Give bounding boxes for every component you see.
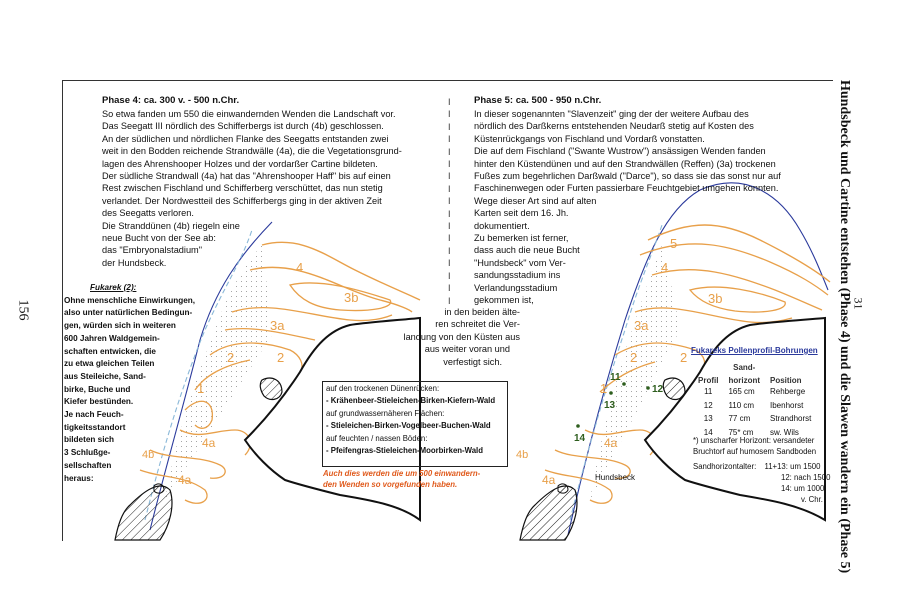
phase4-text [102,95,402,269]
map5-label-4b: 4b [516,449,529,461]
red-note: Auch dies werden die um 500 einwandern- den Wenden so vorgefunden haben. [323,469,481,489]
phase5-line: Fußes zum begehrlichen Darßwald ("Darce"), so dass sie das sonst nur auf [474,171,781,182]
forest-type: - Stieleichen-Birken-Vogelbeer-Buchen-Wald [326,421,491,431]
map5-label-2: 2 [680,350,688,365]
bore-12: 12 [652,384,664,395]
fukarek-line: birke, Buche und [64,384,131,394]
fukarek-line: 600 Jahren Waldgemein- [64,333,160,343]
map4-label-4a-lower: 4a [178,473,192,487]
map4-label-3a: 3a [270,318,285,333]
phase4-line: verlandet. Der Nordwestteil des Schifferbergs ging in der aktiven Zeit [102,195,382,206]
phase5-line: Die auf dem Fischland ("Swante Wustrow") ansässigen Wenden fanden [474,146,766,157]
phase5-line: dokumentiert. [474,220,530,231]
pollen-age-label: Sandhorizontalter: [693,462,757,471]
phase4-line: weit in den Bodden reichende Strandwälle (4a), die die Vegetationsgrund- [102,146,402,157]
phase4-heading: Phase 4: ca. 300 v. - 500 n.Chr. [102,95,240,106]
table-row: 11 165 cm Rehberge [704,387,806,397]
fukarek-line: heraus: [64,473,94,483]
map4-label-4a-upper: 4a [202,436,216,450]
phase5-heading: Phase 5: ca. 500 - 950 n.Chr. [474,95,602,106]
phase5-line: "Hundsbeck" vom Ver- [474,257,566,268]
map4-label-1: 1 [197,381,205,396]
map4-label-3b: 3b [344,290,359,305]
page-number-right: 31 [851,297,866,310]
map5-label-4a-lower: 4a [542,473,556,487]
phase5-line: nördlich des Darßkerns entstehenden Neudarß stetig auf Kosten des [474,121,754,132]
phase4-line: So etwa fanden um 550 die einwandernden Wenden die Landschaft vor. [102,109,396,119]
fukarek-line: tigkeitsstandort [64,422,126,432]
bore-13: 13 [604,400,616,411]
phase5-line: Zu bemerken ist ferner, [474,233,569,244]
fukarek-line: also unter natürlichen Bedingun- [64,308,193,318]
table-row: 12 110 cm Ibenhorst [703,400,804,410]
phase4-line: An der südlichen und nördlichen Flanke des Seegatts entstanden zwei [102,133,389,144]
phase5-line: ren schreitet die Ver- [435,319,520,330]
pollen-header-horizont: horizont [728,376,760,385]
fukarek-line: Kiefer bestünden. [64,397,134,407]
map4-label-4b: 4b [142,449,155,461]
table-row: 14 75* cm sw. Wils [703,427,799,437]
pollen-title: Fukareks Pollenprofil-Bohrungen [691,346,818,355]
pollen-table [693,358,816,439]
phase5-line: dass auch die neue Bucht [474,245,580,256]
fukarek-line: aus Steileiche, Sand- [64,371,146,381]
map5-label-3a: 3a [634,318,649,333]
phase4-line: das "Embryonalstadium" [102,245,202,256]
phase5-text [474,95,781,307]
phase5-line: landung von den Küsten aus [403,331,520,342]
phase5-line: aus weiter voran und [424,344,510,355]
map5-hundsbeck-label: Hundsbeck [595,473,636,482]
fukarek-line: schaften entwicken, die [64,346,156,356]
phase5-line: gekommen ist, [474,295,534,306]
phase5-line: Karten seit dem 16. Jh. [474,208,569,219]
fukarek-title: Fukarek (2): [90,283,137,292]
phase4-line: Der südliche Strandwall (4a) hat das "Ahrenshooper Haff" bis auf einen [102,171,391,182]
phase4-line: Rest zwischen Fischland und Schifferberg verschüttet, das nun stetig [102,183,383,194]
column-separator: I I I I I I I I I I I I I I I I I [448,97,451,306]
phase4-line: Das Seegatt III nördlich des Schifferbergs ist durch (4b) geschlossen. [102,121,384,132]
fukarek-line: 3 Schlußge- [64,448,111,458]
phase5-line: hinter den Küstendünen und auf den Strandwällen (Reffen) (3a) trockenen [474,158,776,169]
phase5-line: Küstenrückgangs von Fischland und Vordarß vonstatten. [474,133,705,144]
pollen-notes: *) unscharfer Horizont: versandeter Bruchtorf auf humosem Sandboden Sandhorizontalter: 11+13: um 1500 12: nach 1500 14: um 1000 v. Chr. [693,436,831,504]
pollen-header-profil: Profil [698,376,719,385]
phase5-line: Verlandungsstadium [474,282,558,293]
table-row: 13 77 cm Strandhorst [703,414,812,424]
map4-label-2b: 2 [227,350,235,365]
phase5-line: Wege dieser Art sind auf alten [474,195,597,206]
phase5-line: Faschinenwegen oder Furten passierbare Feuchtgebiet umgehen konnten. [474,183,779,194]
phase5-continuation [390,306,520,368]
map4-label-4: 4 [296,260,304,275]
page-number-left: 156 [15,299,31,321]
map5-label-4a-upper: 4a [604,436,618,450]
phase4-line: des Seegatts verloren. [102,208,194,219]
forest-type: - Pfeifengras-Stieleichen-Moorbirken-Wald [326,446,483,456]
side-title: Hundsbeck und Cartine entstehen (Phase 4) und die Slawen wandern ein (Phase 5) [837,80,852,574]
phase4-line: der Hundsbeck. [102,257,167,268]
phase5-line: In dieser sogenannten "Slavenzeit" ging der der weitere Aufbau des [474,109,749,119]
phase5-line: sandungsstadium ins [474,270,561,281]
fukarek-line: sellschaften [64,460,112,470]
map5-label-3b: 3b [708,291,723,306]
forest-condition: auf den trockenen Dünenrücken: [326,384,440,393]
phase4-line: neue Bucht von der See ab: [102,233,216,244]
fukarek-line: Ohne menschliche Einwirkungen, [64,295,196,305]
map5-label-1: 1 [600,381,608,396]
forest-condition: auf feuchten / nassen Böden: [326,433,428,443]
fukarek-note [64,282,205,485]
phase5-line: verfestigt sich. [443,356,502,367]
fukarek-line: zu etwa gleichen Teilen [64,359,155,369]
phase4-line: lagen des Ahrenshooper Holzes und der vordarßer Cartine bildeten. [102,158,378,169]
map5-label-5: 5 [670,236,678,251]
forest-condition: auf grundwassernäheren Flächen: [326,408,445,418]
forest-types-box [322,381,508,467]
map5-label-2b: 2 [630,350,638,365]
fukarek-line: gen, würden sich in weiteren [64,321,176,331]
fukarek-line: Je nach Feuch- [64,410,124,420]
fukarek-line: bildeten sich [64,435,115,445]
forest-type: - Krähenbeer-Stieleichen-Birken-Kiefern-Wald [326,396,496,406]
phase5-line: in den beiden älte- [444,307,520,317]
bore-11: 11 [610,372,621,383]
pollen-header-sand: Sand- [733,362,756,372]
pollen-header-position: Position [770,376,802,385]
map5-label-4: 4 [661,260,669,275]
bore-14: 14 [574,433,586,444]
phase4-line: Die Stranddünen (4b) riegeln eine [102,220,240,231]
map4-label-2: 2 [277,350,285,365]
